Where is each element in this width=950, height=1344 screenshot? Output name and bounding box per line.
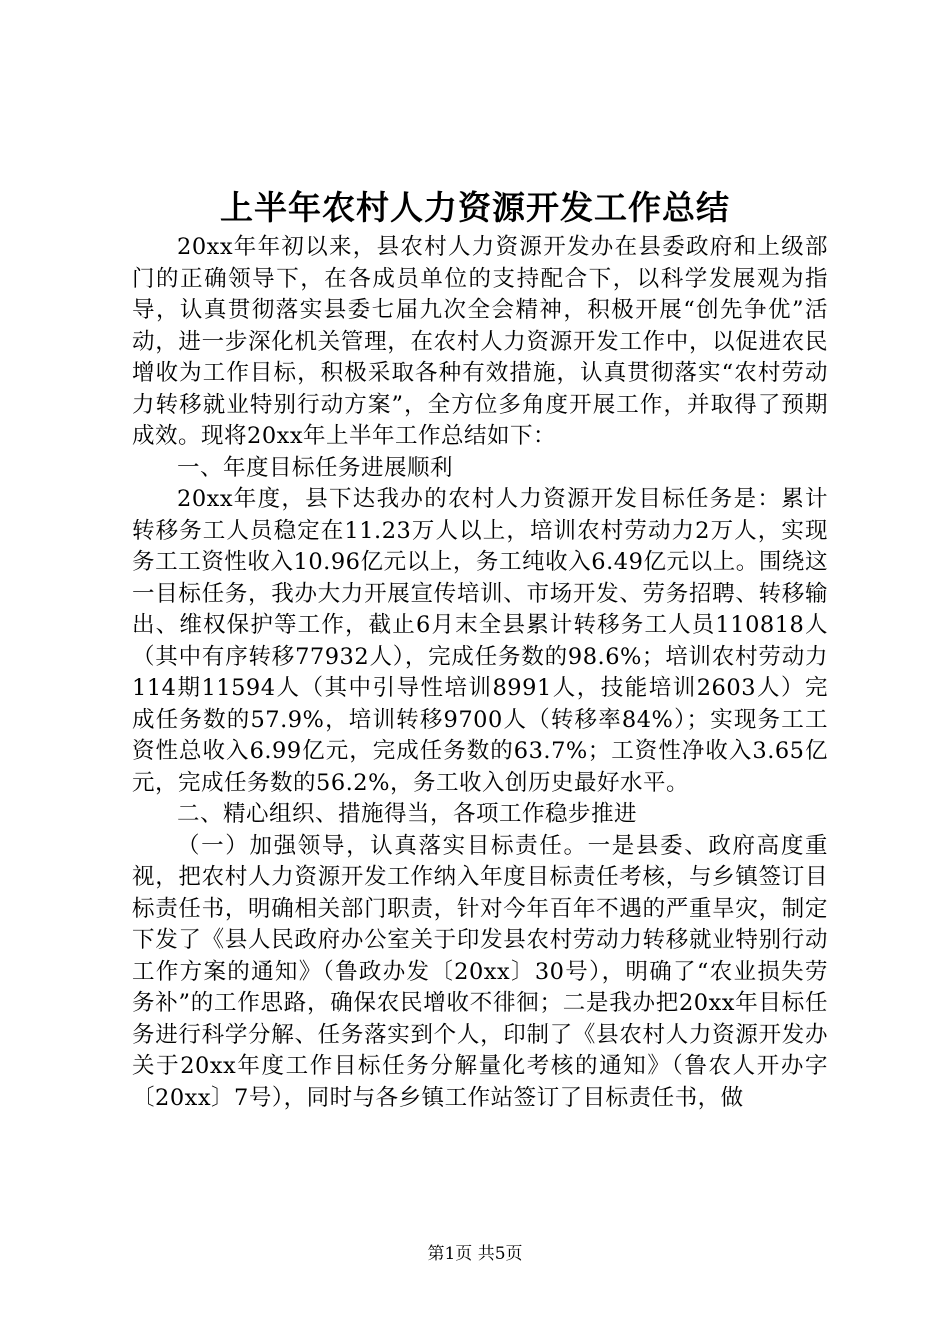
section-heading-1: 一、年度目标任务进展顺利 [177, 454, 454, 481]
body-paragraph: 20xx年度，县下达我办的农村人力资源开发目标任务是：累计转移务工人员稳定在11.23万人以上，培训农村劳动力2万人，实现务工工资性收入10.96亿元以上，务工纯收入6.49亿元以上。围绕这一目标任务，我办大力开展宣传培训、市场开发、劳务招聘、转移输出、维权保护等工作，截止6月末全县累计转移务工人员110818人（其中有序转移77932人），完成任务数的98.6%；培训农村劳动力114期11594人（其中引导性培训8991人，技能培训2603人）完成任务数的57.9%，培训转移9700人（转移率84%）；实现务工工资性总收入6.99亿元，完成任务数的63.7%；工资性净收入3.65亿元，完成任务数的56.2%，务工收入创历史最好水平。 [132, 486, 828, 796]
document-body [132, 232, 828, 1114]
intro-paragraph: 20xx年年初以来，县农村人力资源开发办在县委政府和上级部门的正确领导下，在各成员单位的支持配合下，以科学发展观为指导，认真贯彻落实县委七届九次全会精神，积极开展“创先争优”活动，进一步深化机关管理，在农村人力资源开发工作中，以促进农民增收为工作目标，积极采取各种有效措施，认真贯彻落实“农村劳动力转移就业特别行动方案”，全方位多角度开展工作，并取得了预期成效。现将20xx年上半年工作总结如下： [132, 234, 828, 449]
section-heading-2: 二、精心组织、措施得当，各项工作稳步推进 [177, 801, 638, 827]
document-title: 上半年农村人力资源开发工作总结 [220, 188, 730, 227]
page-footer: 第1页 共5页 [427, 1244, 523, 1264]
body-paragraph: （一）加强领导，认真落实目标责任。一是县委、政府高度重视，把农村人力资源开发工作纳入年度目标责任考核，与乡镇签订目标责任书，明确相关部门职责，针对今年百年不遇的严重旱灾，制定下发了《县人民政府办公室关于印发县农村劳动力转移就业特别行动工作方案的通知》（鲁政办发〔20xx〕30号），明确了“农业损失劳务补”的工作思路，确保农民增收不徘徊；二是我办把20xx年目标任务进行科学分解、任务落实到个人，印制了《县农村人力资源开发办关于20xx年度工作目标任务分解量化考核的通知》（鲁农人开办字〔20xx〕7号），同时与各乡镇工作站签订了目标责任书，做 [132, 832, 828, 1111]
